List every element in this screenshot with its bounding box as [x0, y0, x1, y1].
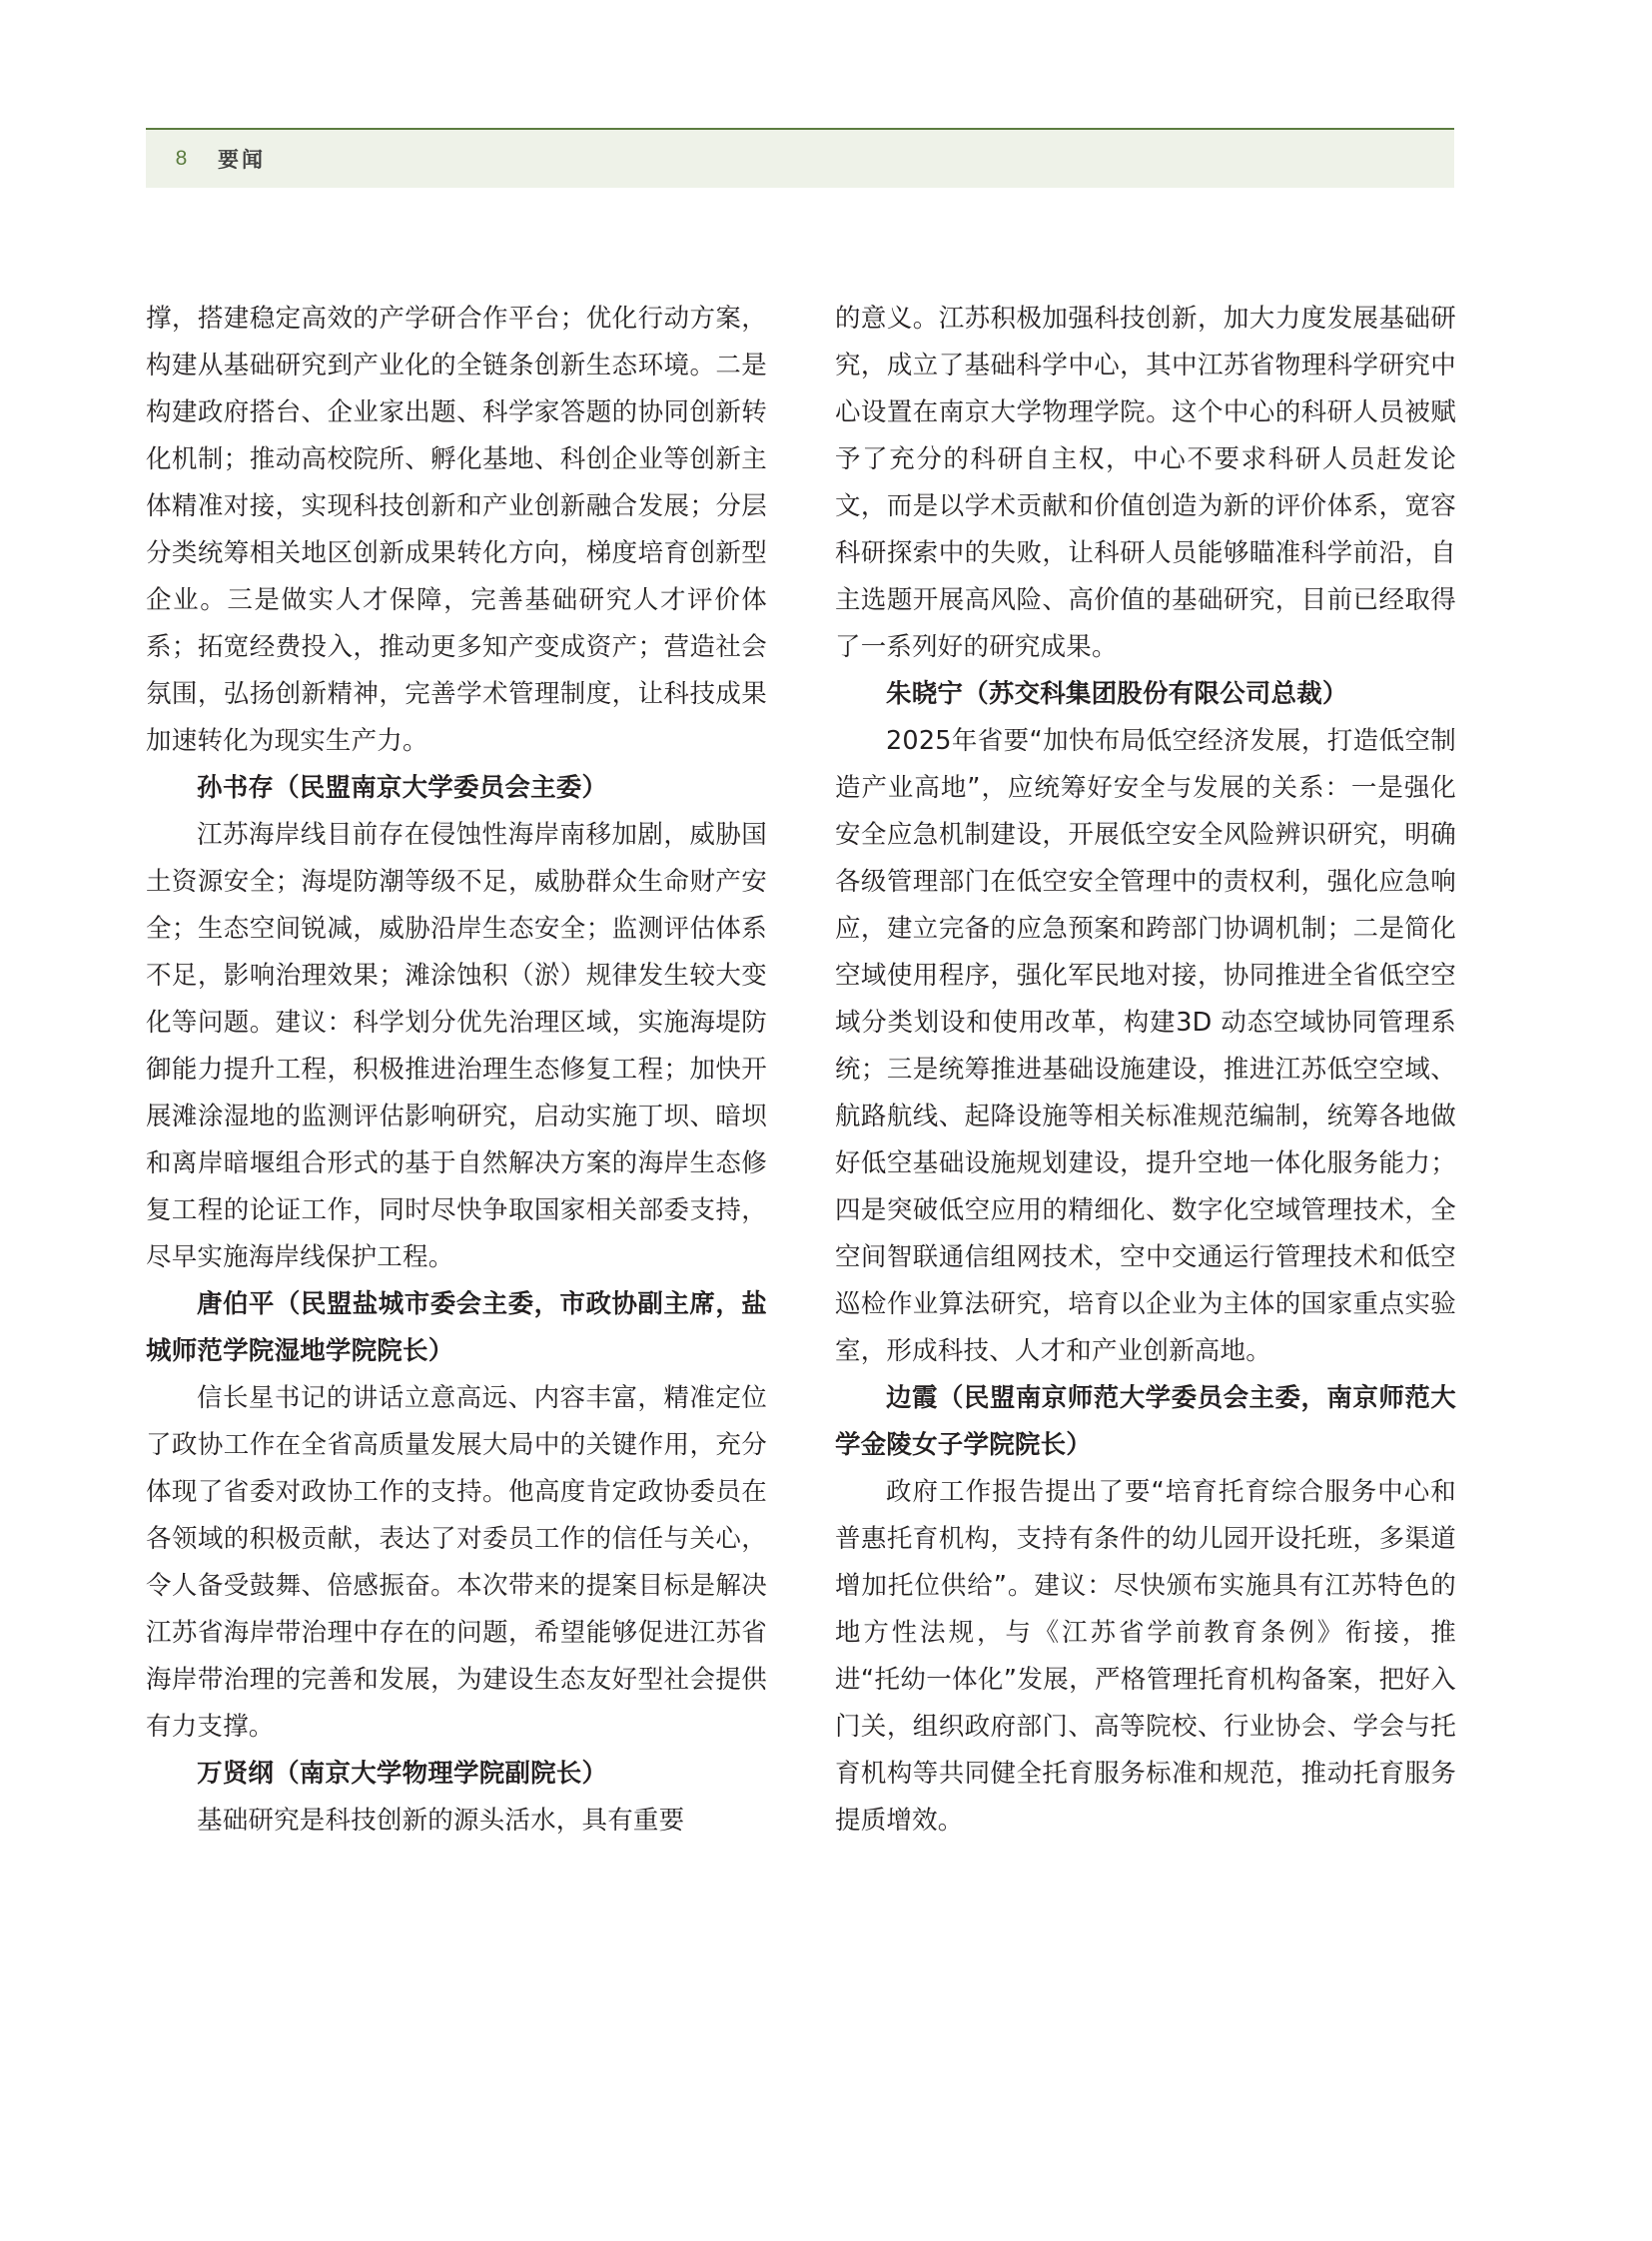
running-header	[146, 128, 1454, 188]
page-number: 8	[175, 147, 189, 170]
speaker-heading: 唐伯平（民盟盐城市委会主委，市政协副主席，盐城师范学院湿地学院院长）	[146, 1289, 767, 1366]
paragraph-continued: 撑，搭建稳定高效的产学研合作平台；优化行动方案，构建从基础研究到产业化的全链条创新生态环境。二是构建政府搭台、企业家出题、科学家答题的协同创新转化机制；推动高校院所、孵化基地、科创企业等创新主体精准对接，实现科技创新和产业创新融合发展；分层分类统筹相关地区创新成果转化方向，梯度培育创新型企业。三是做实人才保障，完善基础研究人才评价体系；拓宽经费投入，推动更多知产变成资产；营造社会氛围，弘扬创新精神，完善学术管理制度，让科技成果加速转化为现实生产力。	[146, 304, 767, 756]
paragraph: 信长星书记的讲话立意高远、内容丰富，精准定位了政协工作在全省高质量发展大局中的关键作用，充分体现了省委对政协工作的支持。他高度肯定政协委员在各领域的积极贡献，表达了对委员工作的信任与关心，令人备受鼓舞、倍感振奋。本次带来的提案目标是解决江苏省海岸带治理中存在的问题，希望能够促进江苏省海岸带治理的完善和发展，为建设生态友好型社会提供有力支撑。	[146, 1383, 767, 1742]
column-right	[835, 296, 1456, 1845]
speaker-heading: 朱晓宁（苏交科集团股份有限公司总裁）	[886, 679, 1348, 709]
paragraph: 2025年省要“加快布局低空经济发展，打造低空制造产业高地”，应统筹好安全与发展的关系：一是强化安全应急机制建设，开展低空安全风险辨识研究，明确各级管理部门在低空安全管理中的责权利，强化应急响应，建立完备的应急预案和跨部门协调机制；二是简化空域使用程序，强化军民地对接，协同推进全省低空空域分类划设和使用改革，构建3D 动态空域协同管理系统；三是统筹推进基础设施建设，推进江苏低空空域、航路航线、起降设施等相关标准规范编制，统筹各地做好低空基础设施规划建设，提升空地一体化服务能力；四是突破低空应用的精细化、数字化空域管理技术，全空间智联通信组网技术，空中交通运行管理技术和低空巡检作业算法研究，培育以企业为主体的国家重点实验室，形成科技、人才和产业创新高地。	[835, 726, 1456, 1366]
paragraph-continued: 的意义。江苏积极加强科技创新，加大力度发展基础研究，成立了基础科学中心，其中江苏省物理科学研究中心设置在南京大学物理学院。这个中心的科研人员被赋予了充分的科研自主权，中心不要求科研人员赶发论文，而是以学术贡献和价值创造为新的评价体系，宽容科研探索中的失败，让科研人员能够瞄准科学前沿，自主选题开展高风险、高价值的基础研究，目前已经取得了一系列好的研究成果。	[835, 304, 1456, 662]
column-left	[146, 296, 767, 1845]
speaker-heading: 万贤纲（南京大学物理学院副院长）	[197, 1759, 608, 1789]
section-title: 要闻	[218, 148, 266, 172]
paragraph: 江苏海岸线目前存在侵蚀性海岸南移加剧，威胁国土资源安全；海堤防潮等级不足，威胁群众生命财产安全；生态空间锐减，威胁沿岸生态安全；监测评估体系不足，影响治理效果；滩涂蚀积（淤）规律发生较大变化等问题。建议：科学划分优先治理区域，实施海堤防御能力提升工程，积极推进治理生态修复工程；加快开展滩涂湿地的监测评估影响研究，启动实施丁坝、暗坝和离岸暗堰组合形式的基于自然解决方案的海岸生态修复工程的论证工作，同时尽快争取国家相关部委支持，尽早实施海岸线保护工程。	[146, 820, 767, 1272]
paragraph: 基础研究是科技创新的源头活水，具有重要	[197, 1806, 685, 1836]
article-columns	[146, 296, 1456, 1845]
speaker-heading: 边霞（民盟南京师范大学委员会主委，南京师范大学金陵女子学院院长）	[835, 1383, 1456, 1460]
paragraph: 政府工作报告提出了要“培育托育综合服务中心和普惠托育机构，支持有条件的幼儿园开设托班，多渠道增加托位供给”。建议：尽快颁布实施具有江苏特色的地方性法规，与《江苏省学前教育条例》衔接，推进“托幼一体化”发展，严格管理托育机构备案，把好入门关，组织政府部门、高等院校、行业协会、学会与托育机构等共同健全托育服务标准和规范，推动托育服务提质增效。	[835, 1477, 1456, 1836]
speaker-heading: 孙书存（民盟南京大学委员会主委）	[197, 773, 608, 803]
